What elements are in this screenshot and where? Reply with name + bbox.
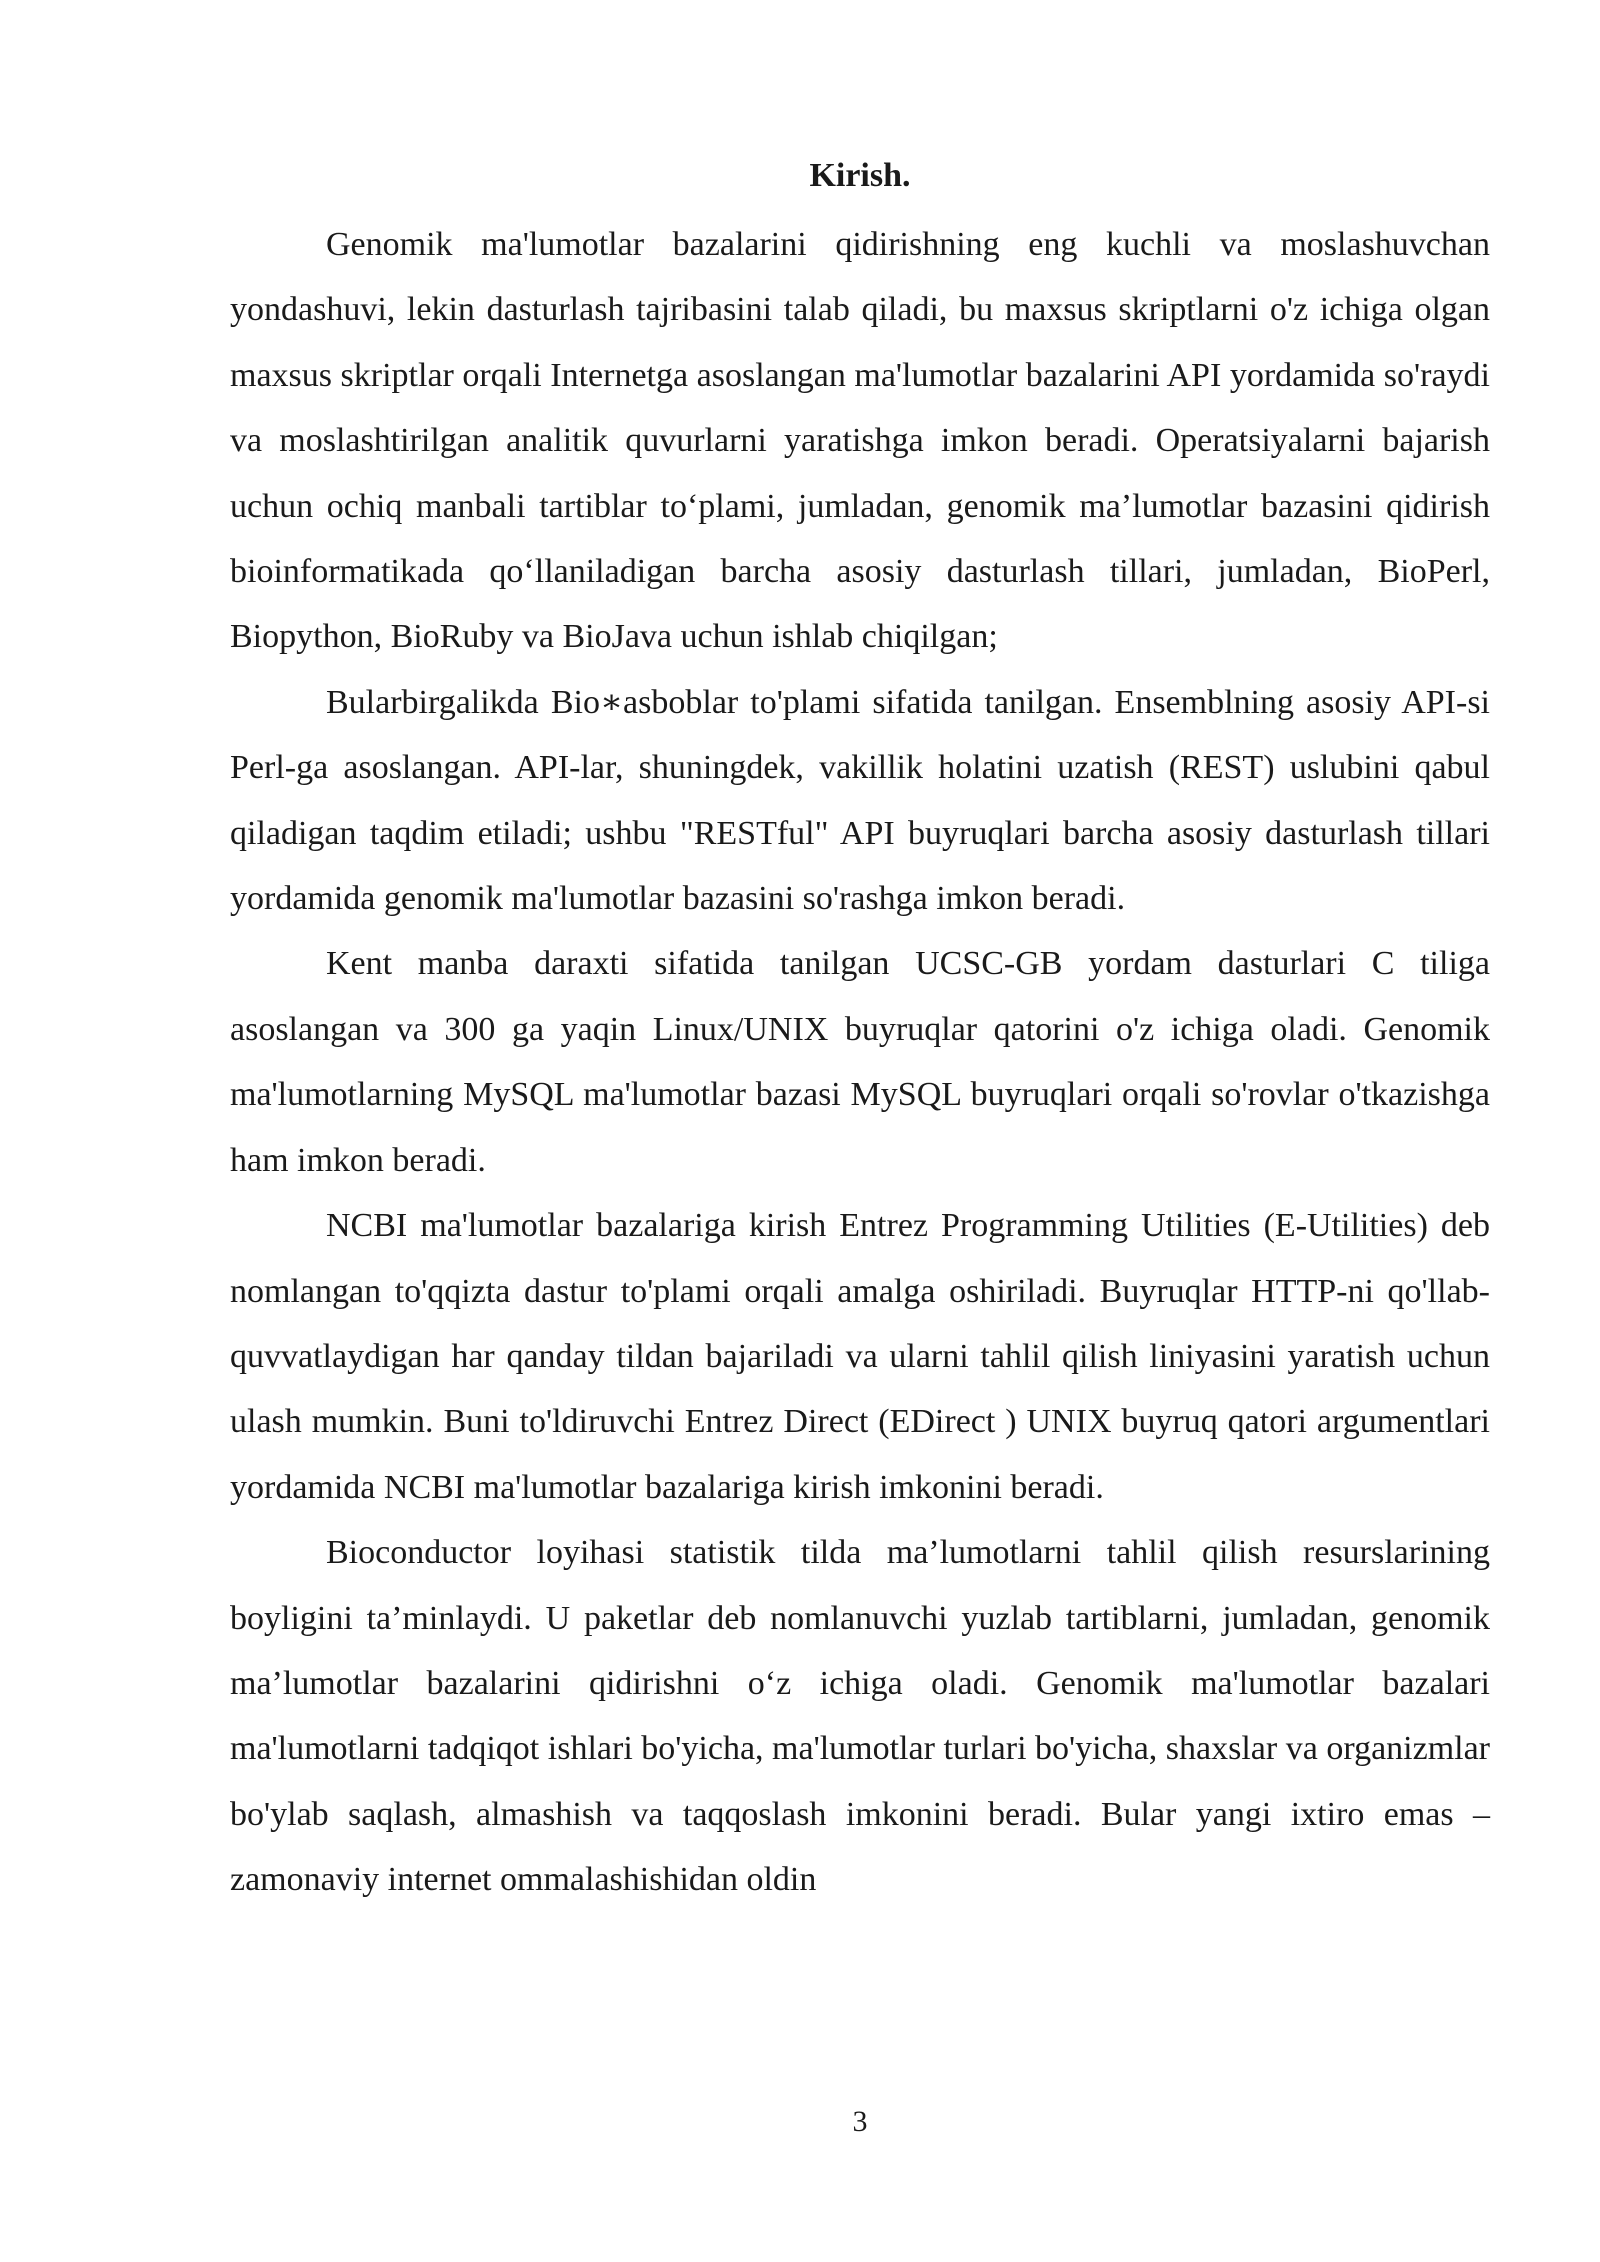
page-number: 3: [852, 2105, 868, 2138]
document-body: [230, 212, 1490, 1913]
paragraph-5: Bioconductor loyihasi statistik tilda ma’lumotlarni tahlil qilish resurslarining boyligini ta’minlaydi. U paketlar deb nomlanuvchi yuzlab tartiblarni, jumladan, genomik ma’lumotlar bazalarini qidirishni o‘z ichiga oladi. Genomik ma'lumotlar bazalari ma'lumotlarni tadqiqot ishlari bo'yicha, ma'lumotlar turlari bo'yicha, shaxslar va organizmlar bo'ylab saqlash, almashish va taqqoslash imkonini beradi. Bular yangi ixtiro emas – zamonaviy internet ommalashishidan oldin: [230, 1534, 1490, 1899]
paragraph-1: Genomik ma'lumotlar bazalarini qidirishning eng kuchli va moslashuvchan yondashuvi, lekin dasturlash tajribasini talab qiladi, bu maxsus skriptlarni o'z ichiga olgan maxsus skriptlar orqali Internetga asoslangan ma'lumotlar bazalarini API yordamida so'raydi va moslashtirilgan analitik quvurlarni yaratishga imkon beradi. Operatsiyalarni bajarish uchun ochiq manbali tartiblar to‘plami, jumladan, genomik ma’lumotlar bazasini qidirish bioinformatikada qo‘llaniladigan barcha asosiy dasturlash tillari, jumladan, BioPerl, Biopython, BioRuby va BioJava uchun ishlab chiqilgan;: [230, 226, 1490, 656]
paragraph-3: Kent manba daraxti sifatida tanilgan UCSC-GB yordam dasturlari C tiliga asoslangan va 300 ga yaqin Linux/UNIX buyruqlar qatorini o'z ichiga oladi. Genomik ma'lumotlarning MySQL ma'lumotlar bazasi MySQL buyruqlari orqali so'rovlar o'tkazishga ham imkon beradi.: [230, 945, 1490, 1179]
page-title: Kirish.: [809, 157, 911, 194]
paragraph-4: NCBI ma'lumotlar bazalariga kirish Entrez Programming Utilities (E-Utilities) deb nomlangan to'qqizta dastur to'plami orqali amalga oshiriladi. Buyruqlar HTTP-ni qo'llab-quvvatlaydigan har qanday tildan bajariladi va ularni tahlil qilish liniyasini yaratish uchun ulash mumkin. Buni to'ldiruvchi Entrez Direct (EDirect ) UNIX buyruq qatori argumentlari yordamida NCBI ma'lumotlar bazalariga kirish imkonini beradi.: [230, 1207, 1490, 1506]
paragraph-2: Bularbirgalikda Bio∗asboblar to'plami sifatida tanilgan. Ensemblning asosiy API-si Perl-ga asoslangan. API-lar, shuningdek, vakillik holatini uzatish (REST) uslubini qabul qiladigan taqdim etiladi; ushbu "RESTful" API buyruqlari barcha asosiy dasturlash tillari yordamida genomik ma'lumotlar bazasini so'rashga imkon beradi.: [230, 683, 1490, 918]
